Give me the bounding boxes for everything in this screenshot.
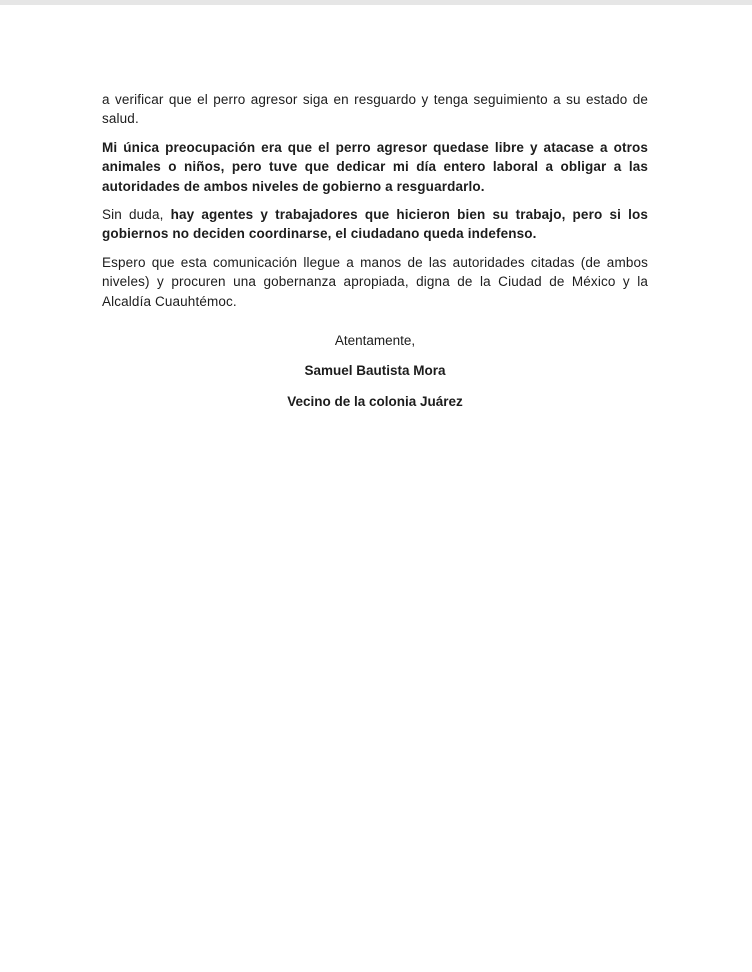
signature-name: Samuel Bautista Mora <box>304 363 446 379</box>
document-page <box>0 5 752 972</box>
signature-role: Vecino de la colonia Juárez <box>287 393 463 409</box>
paragraph-3 <box>102 205 648 244</box>
paragraph-1: a verificar que el perro agresor siga en resguardo y tenga seguimiento a su estado de salud. <box>102 92 648 127</box>
paragraph-2: Mi única preocupación era que el perro agresor quedase libre y atacase a otros animales o niños, pero tuve que dedicar mi día entero laboral a obligar a las autoridades de ambos niveles de gobierno a resguardarlo. <box>102 139 648 194</box>
paragraph-4: Espero que esta comunicación llegue a manos de las autoridades citadas (de ambos niveles) y procuren una gobernanza apropiada, digna de la Ciudad de México y la Alcaldía Cuauhtémoc. <box>102 254 648 309</box>
signature-closing: Atentamente, <box>334 333 416 349</box>
paragraph-3-emphasis: hay agentes y trabajadores que hicieron bien su trabajo, pero si los gobiernos no deciden coordinarse, el ciudadano queda indefenso. <box>102 207 648 242</box>
letter-body <box>102 90 648 422</box>
signature-block <box>102 331 648 411</box>
paragraph-3-lead: Sin duda, <box>102 207 171 223</box>
